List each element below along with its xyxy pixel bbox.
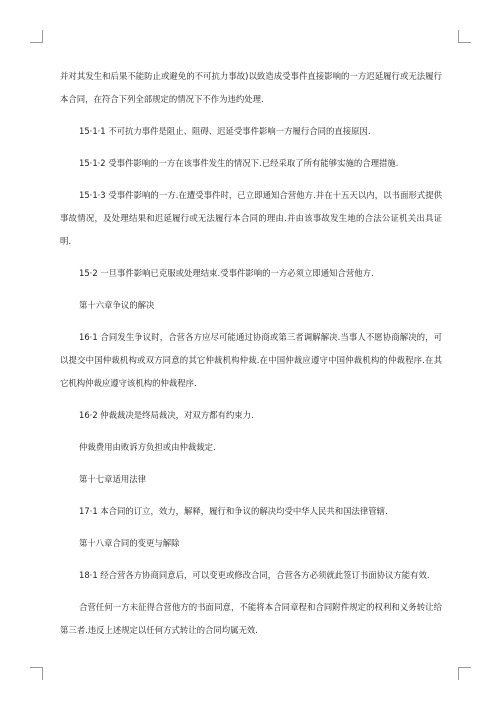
paragraph-continuation: 并对其发生和后果不能防止或避免的不可抗力事故)以致造成受事件直接影响的一方迟延履行或无法履行本合同，在符合下列全部规定的情况下不作为违约处理.: [60, 71, 442, 104]
crop-mark-bottom-right: [458, 667, 471, 680]
crop-mark-bottom-left: [30, 667, 43, 680]
crop-mark-top-right: [458, 30, 471, 43]
clause-16-1: 16·1 合同发生争议时，合营各方应尽可能通过协商或第三者调解解决.当事人不愿协商解决的，可以提交中国仲裁机构或双方同意的其它仲裁机构仲裁.在中国仲裁应遵守中国仲裁机构的仲裁程序.在其它机构仲裁应遵守该机构的仲裁程序.: [60, 332, 442, 388]
arbitration-fee-paragraph: 仲裁费用由败诉方负担或由仲裁裁定.: [79, 442, 216, 452]
clause-15-1-2: 15·1·2 受事件影响的一方在该事件发生的情况下.已经采取了所有能够实施的合理措施.: [79, 158, 399, 168]
transfer-restriction-paragraph: 合营任何一方未征得合营他方的书面同意，不能将本合同章程和合同附件规定的权利和义务转让给第三者.违反上述规定以任何方式转让的合同均属无效.: [60, 602, 442, 635]
clause-18-1: 18·1 经合营各方协商同意后，可以变更或修改合同，合营各方必须就此签订书面协议方能有效.: [79, 570, 430, 580]
document-body: [60, 65, 442, 651]
clause-15-1-1: 15·1·1 不可抗力事件是阻止、阻碍、迟延受事件影响一方履行合同的直接原因.: [79, 126, 371, 136]
clause-15-2: 15·2 一旦事件影响已克服或处理结束.受事件影响的一方必须立即通知合营他方.: [79, 268, 374, 278]
chapter-18-heading: 第十八章合同的变更与解除: [79, 538, 180, 548]
crop-mark-top-left: [30, 30, 43, 43]
chapter-17-heading: 第十七章适用法律: [79, 474, 146, 484]
clause-16-2: 16·2 仲裁裁决是终局裁决，对双方都有约束力.: [79, 410, 254, 420]
clause-15-1-3: 15·1·3 受事件影响的一方.在遭受事件时，已立即通知合营他方.并在十五天以内，以书面形式提供事故情况，及处理结果和迟延履行或无法履行本合同的理由.并由该事故发生地的合法公证机关出具证明.: [60, 190, 442, 246]
chapter-16-heading: 第十六章争议的解决: [79, 300, 155, 310]
clause-17-1: 17·1 本合同的订立，效力，解释，履行和争议的解决均受中华人民共和国法律管辖.: [79, 506, 388, 516]
